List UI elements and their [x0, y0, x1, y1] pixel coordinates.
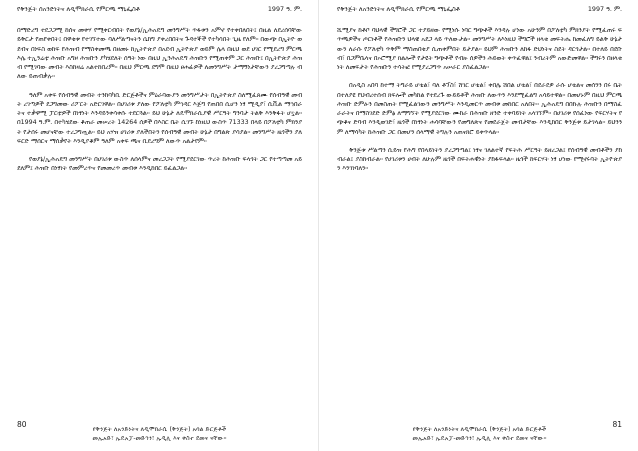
right-page-number: 81 [612, 420, 622, 429]
paragraph: በአዲስ አበባ ከተማ ትግራይ ሆቴል፣ ባለ ቶፕስ፣ ሸገር ሆቴል፣ ቀበሌ ሸበል ሆቴል፣ በደራደዎ ራሱ ሆቴልና መሰንን በሩ ቤት በተለያዩ የህብረተሰብ ክፍሎች መካከል የተደረጉ ውይይቶች ሕዝቡ ለውጥን እንደሚፈልግ አሳይተዋል። በመሆኑም በዚህ ምርጫ ሕዝቡ ድምፁን በመስጠት የሚፈልገውን መንግሥት እንዲመርጥ መብቱ መከበር አለበት። ኢሕአዴግ በበኩሉ ሕዝቡን በማስፈራራትና በማስገደድ ድምፅ ለማግኘት የሚያደርገው ሙከራ በሕዝቡ ዘንድ ተቀባይነት አላገኘም። በሀገሪቱ የሰፈነው የፍርሃትና የጭቆና ድባብ እንዲወገድ፣ ዜጎች በነፃነት ሐሳባቸውን የመግለጽና የመደራጀት መብታቸው እንዲከበር ቅንጅቱ ይታገላል። ይህንንም ለማሳካት ከሕዝቡ ጋር በመሆን ሰላማዊ ትግሉን አጠናክሮ ይቀጥላል። [337, 82, 622, 136]
paragraph: ሺሚያና ከቶቦ ባህላዊ ችግሮች ጋር ተያይዘው የሚነሱ ነባር ግጭቶች እንዳሉ ሆነው አሁንም በፖለቲካ ምክንያት የሚፈጠሩ ፍጥጫዎችና ጦርነቶች የሕዝቡን ህላዌ አደጋ ላይ ጥለውታል። መንግሥት ለእነዚህ ችግሮች ዘላቂ መፍትሔ ከመፈለግ ይልቅ ሁኔታውን ለራሱ የፖለቲካ ጥቅም ማስጠበቂያ ሲጠቀምበት ይታያል። ይህም ሕዝቡን ለከፋ ድህነትና ስደት ዳርጎታል። በተለይ በደቡብ፣ በጋምቤላና በኦሮሚያ ክልሎች የታዩት ግጭቶች የብዙ ሰዎችን ሕይወት ቀጥፈዋል፤ ንብረትም አውድመዋል። ችግሩን በዘላቂነት ለመፍታት የሕዝቡን ተሳትፎ የሚያረጋግጥ አሠራር ያስፈልጋል። [337, 27, 622, 71]
left-header-title: የቅንጅት ሰአንድነትና ለዲሞክራሲ የምርጫ ማኒፌስቶ [17, 5, 140, 13]
right-page-header [337, 5, 622, 14]
right-page-body [337, 26, 622, 183]
right-header-year: 1997 ዓ. ም. [587, 5, 622, 13]
footer-line-2: መኢአድ፣ ኢዴአፓ-መድኅን፣ ኢዲሊ እና ቀስተ ደመና ናቸው። [92, 435, 227, 442]
left-page-number: 80 [17, 420, 27, 429]
left-page-header [17, 5, 302, 14]
left-header-year: 1997 ዓ. ም. [267, 5, 302, 13]
right-header-title: የቅንጅት ለአንድነትና ለዲሞክራሲ የምርጫ ማኒፌስቶ [337, 5, 460, 13]
footer-line-1: የቅንጅት ለአንድነትና ለዲሞክራሲ (ቅንጅት) አባል ድርጅቶች [412, 426, 547, 433]
left-page-body [17, 26, 302, 183]
right-page [319, 0, 638, 451]
paragraph: የወያኔ/ኢሕአዴግ መንግሥት በሀገሪቱ ውስጥ ለሰላምና መረጋጋት የሚያደርገው ጥረት ከሕዝቡ ፍላጎት ጋር የተጣጣመ አይደለም፤ ሕዝቡ በነፃነት የመምረጥና የመመረጥ መብቱ እንዲከበር ይፈልጋል። [17, 156, 302, 173]
footer-line-1: የቅንጅት ለአንድነትና ለዲሞክራሲ (ቅንጅት) አባል ድርጅቶች [92, 426, 227, 433]
right-page-footer [337, 425, 622, 443]
paragraph: በማድረግ ተደጋጋሚ ከሰና መቀሃ የሚቀርብበት የወያኔ/ኢሕአዴግ መንግሥት ጥፋቱን አምኖ የተቀበለበት፤ በዚል ለደረሰባቸው ይቅርታ የጠየቀበት፤ በዋቂቱ የተገኘተው ባለሥልጣናትን ሴከግ ያቀረበበትና ጉዳተኞች የተካሳበት ጊዜ የለም። በውጭ በኢትዮ ወደብና በነፍስ ወከፍ የሕዝብ የማስቀመጫ በዘመኑ ከኢትዮጵያ በአደብ ኢትዮጵያ ወይም ሌላ በዚህ ወደ ሀገር የሚደረግ ምርጫ እሌ ተኢንሬቲ ሕዝቡ አግዞ ሕዝቡን ያካሄደለት ሰዓት ነው በዚህ ኢንሕአዴግ ሕዝቡን የሚጠቀም ጋር ሕዝቡ፤ በኢትዮጵያ ሕዝብ የሚገባው መብት እስከዛሬ አልተከበረም። በዚህ ምርጫ ደግሞ በዚህ ፀሐፊዎች ለመንግሥት ታማኝነታቸውን ያረጋግጣሉ ብለው ይጠብቃሉ። [17, 27, 302, 81]
left-page-footer [17, 425, 302, 443]
footer-line-2: መኢአድ፣ ኢዴአፓ-መድኅን፣ ኢዲሊ እና ቀስተ ደመና ናቸው። [412, 435, 547, 442]
paragraph: ዓለም አቀፍ የሰብዓዊ መብት ተንከባካቢ ድርጅቶችና ምዕራባውያን መንግሥታት በኢትዮጵያ ስለሚፈጸሙ የሰብዓዊ መብት ረገጣዎች ደጋግመው ሪፖርት አድርገዋል። በሀገሪቱ ያለው የፖለቲካ ምኅዳር እጅግ የጠበበ ሲሆን ነፃ ሚዲያ፣ ሲቪል ማኅበራትና ተቃዋሚ ፓርቲዎች በነፃነት እንዳይንቀሳቀሱ ተደርጓል። ይህ ሁኔታ ለዴሞክራሲያዊ ሥርዓት ግንባታ ትልቅ እንቅፋት ሆኗል። በ1994 ዓ.ም. በተካሄደው ቆጠራ መሠረት 14264 ሰዎች በእስር ቤት ሲገኙ ከነዚህ ውስጥ 71333 በላይ በፖለቲካ ምክንያት የታሰሩ መሆናቸው ተረጋግጧል። ይህ አሃዝ ሀገሪቱ ያለችበትን የሰብዓዊ መብት ሁኔታ በግልጽ ያሳያል። መንግሥት ዜጎችን ያለፍርድ ማሰርና ማሰቃየት እንዲያቆም ዓለም አቀፍ ጫና ቢደረግም ለውጥ አልታየም። [17, 91, 302, 145]
paragraph: ቅንጅቱ ሥልጣን ሲይዝ የሕግ የበላይነትን ያረጋግጣል፤ ነፃና ገለልተኛ የፍትሕ ሥርዓት ይዘረጋል፤ የሰብዓዊ መብቶችን ያከብራል፤ ያስከብራል። የሀገሪቱን ሀብት ለሁሉም ዜጎች በፍትሐዊነት ያከፋፍላል። ዜጎች ከፍርሃት ነፃ ሆነው የሚኖሩባት ኢትዮጵያን እንገነባለን። [337, 146, 622, 173]
